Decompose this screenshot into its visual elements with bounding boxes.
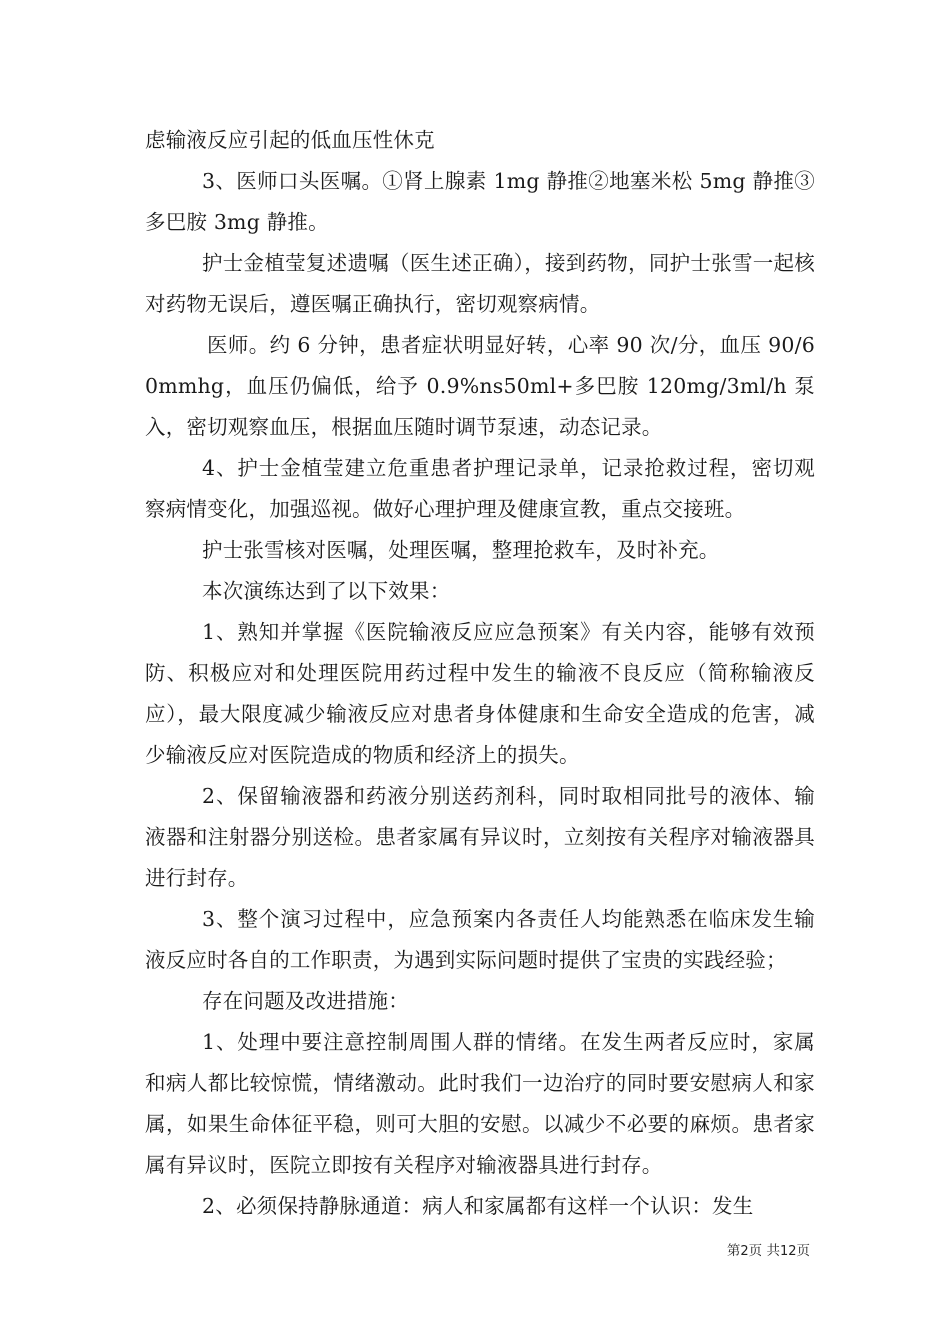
paragraph-continuation: 虑输液反应引起的低血压性休克 xyxy=(145,128,435,152)
document-body xyxy=(145,120,815,1227)
footer-middle: 页 共 xyxy=(748,1243,780,1259)
paragraph-issue-2: 2、必须保持静脉通道：病人和家属都有这样一个认识：发生 xyxy=(202,1194,754,1218)
paragraph-doctor-followup: 医师。约 6 分钟，患者症状明显好转，心率 90 次/分，血压 90/60mmhg，血压仍偏低，给予 0.9%ns50ml+多巴胺 120mg/3ml/h 泵入，密切观察血压，根据血压随时调节泵速，动态记录。 xyxy=(145,333,815,439)
paragraph-doctor-orders: 3、医师口头医嘱。①肾上腺素 1mg 静推②地塞米松 5mg 静推③多巴胺 3mg 静推。 xyxy=(145,169,815,234)
page-number xyxy=(727,1239,810,1259)
paragraph-issue-1: 1、处理中要注意控制周围人群的情绪。在发生两者反应时，家属和病人都比较惊慌，情绪激动。此时我们一边治疗的同时要安慰病人和家属，如果生命体征平稳，则可大胆的安慰。以减少不必要的麻烦。患者家属有异议时，医院立即按有关程序对输液器具进行封存。 xyxy=(145,1030,815,1177)
footer-current-page: 2 xyxy=(740,1244,749,1259)
paragraph-drill-effects-heading: 本次演练达到了以下效果： xyxy=(202,579,451,603)
paragraph-effect-1: 1、熟知并掌握《医院输液反应应急预案》有关内容，能够有效预防、积极应对和处理医院用药过程中发生的输液不良反应（简称输液反应），最大限度减少输液反应对患者身体健康和生命安全造成的危害，减少输液反应对医院造成的物质和经济上的损失。 xyxy=(145,620,815,767)
paragraph-effect-2: 2、保留输液器和药液分别送药剂科，同时取相同批号的液体、输液器和注射器分别送检。患者家属有异议时，立刻按有关程序对输液器具进行封存。 xyxy=(145,784,815,890)
paragraph-issues-heading: 存在问题及改进措施： xyxy=(202,989,409,1013)
paragraph-nursing-record: 4、护士金植莹建立危重患者护理记录单，记录抢救过程，密切观察病情变化，加强巡视。做好心理护理及健康宣教，重点交接班。 xyxy=(145,456,815,521)
paragraph-nurse-repeat: 护士金植莹复述遗嘱（医生述正确），接到药物，同护士张雪一起核对药物无误后，遵医嘱正确执行，密切观察病情。 xyxy=(145,251,815,316)
footer-suffix: 页 xyxy=(796,1243,810,1259)
paragraph-nurse-check: 护士张雪核对医嘱，处理医嘱，整理抢救车，及时补充。 xyxy=(202,538,720,562)
paragraph-effect-3: 3、整个演习过程中，应急预案内各责任人均能熟悉在临床发生输液反应时各自的工作职责，为遇到实际问题时提供了宝贵的实践经验； xyxy=(145,907,815,972)
footer-total-pages: 12 xyxy=(779,1244,797,1259)
footer-prefix: 第 xyxy=(726,1243,741,1259)
